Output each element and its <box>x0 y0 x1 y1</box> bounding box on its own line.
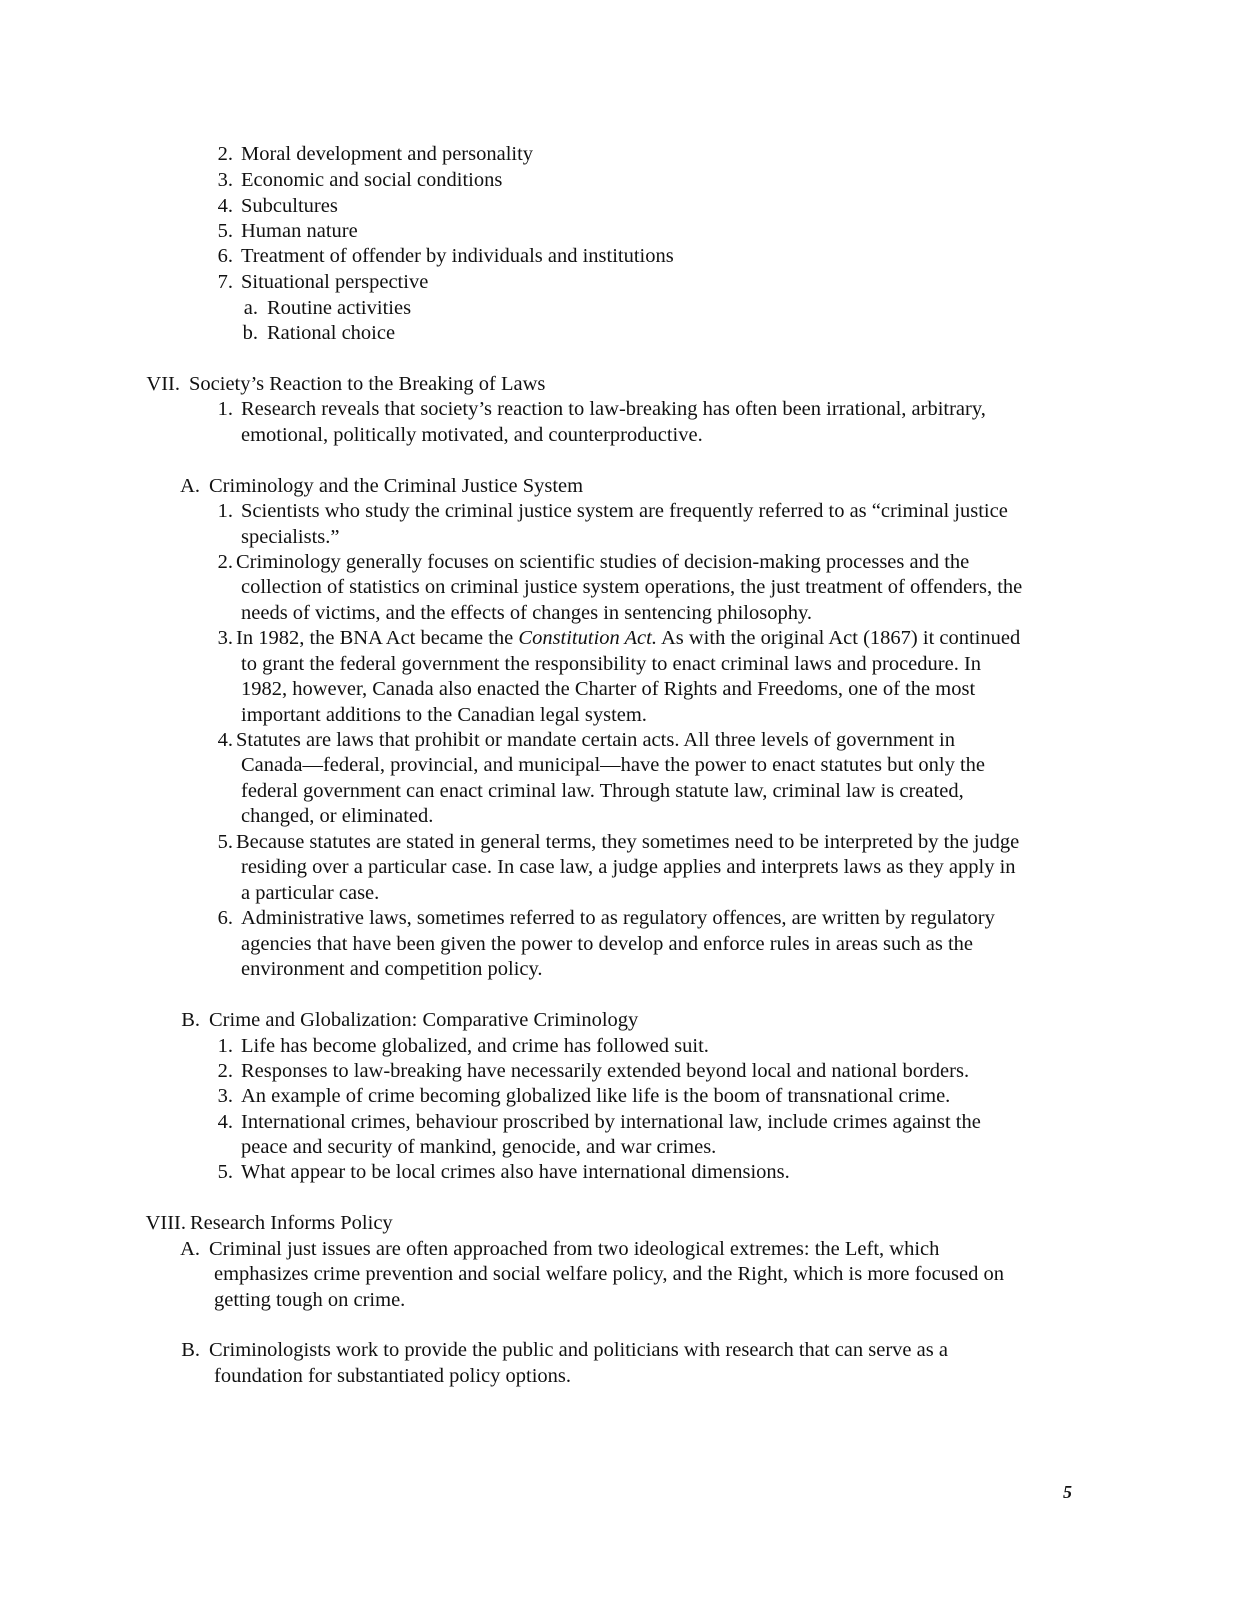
list-item-continuation: emotional, politically motivated, and counterproductive. <box>241 424 703 446</box>
list-item-continuation: federal government can enact criminal law. Through statute law, criminal law is created, <box>241 780 964 802</box>
subsection-continuation: foundation for substantiated policy options. <box>214 1365 571 1387</box>
subsection-continuation: getting tough on crime. <box>214 1289 406 1311</box>
list-item-continuation: 1982, however, Canada also enacted the Charter of Rights and Freedoms, one of the most <box>241 678 976 700</box>
list-item-continuation: agencies that have been given the power to develop and enforce rules in areas such as the <box>241 933 974 955</box>
list-item-continuation: peace and security of mankind, genocide, and war crimes. <box>241 1136 717 1158</box>
list-item-continuation: needs of victims, and the effects of changes in sentencing philosophy. <box>241 602 813 624</box>
list-item-continuation: a particular case. <box>241 882 380 904</box>
list-item-continuation: collection of statistics on criminal justice system operations, the just treatment of offenders, the <box>241 576 1023 598</box>
list-item-continuation: residing over a particular case. In case law, a judge applies and interprets laws as they apply in <box>241 856 1016 878</box>
list-item-continuation: specialists.” <box>241 526 340 548</box>
list-item-continuation: Canada—federal, provincial, and municipal—have the power to enact statutes but only the <box>241 754 986 776</box>
list-item-continuation: environment and competition policy. <box>241 958 543 980</box>
subsection-continuation: emphasizes crime prevention and social welfare policy, and the Right, which is more focused on <box>214 1263 1004 1285</box>
list-item-continuation: important additions to the Canadian legal system. <box>241 704 647 726</box>
page-number: 5 <box>1063 1482 1072 1502</box>
list-item-continuation: to grant the federal government the responsibility to enact criminal laws and procedure. In <box>241 653 982 675</box>
list-item-continuation: changed, or eliminated. <box>241 805 434 827</box>
act-name-italic: Constitution Act. <box>518 627 657 649</box>
